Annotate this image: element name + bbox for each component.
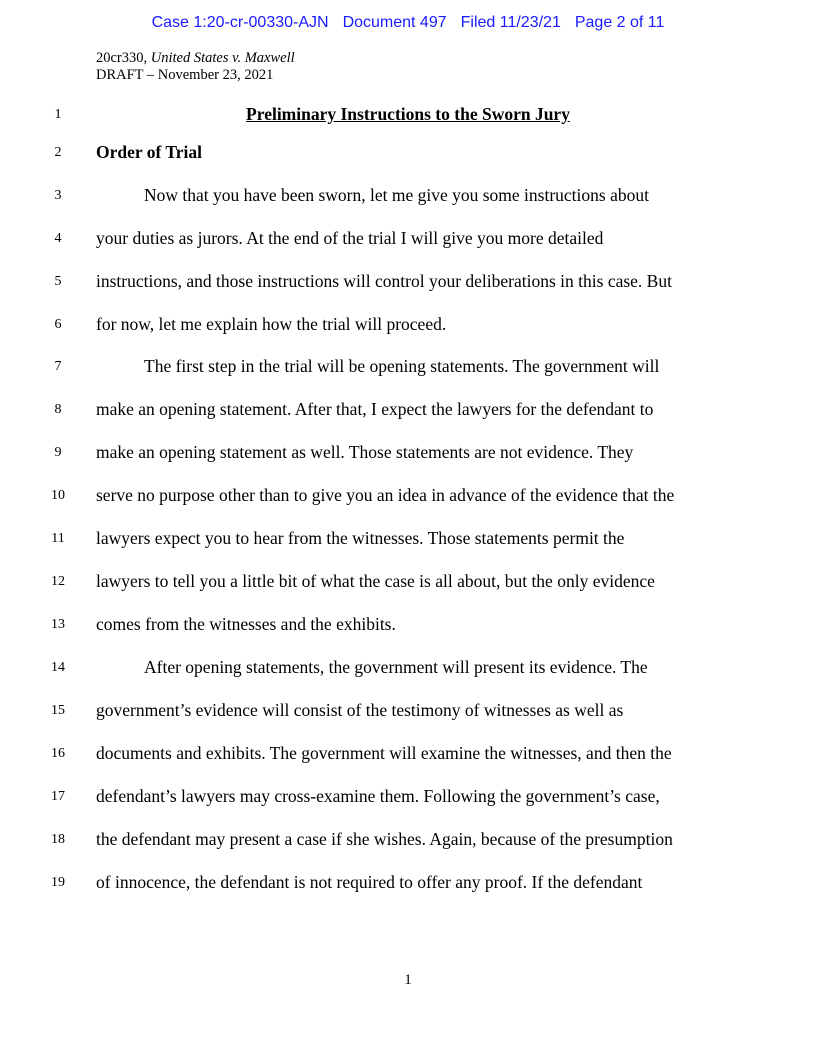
ecf-case-number: Case 1:20-cr-00330-AJN <box>151 14 329 31</box>
line-6 <box>0 314 816 338</box>
line-1 <box>0 104 816 128</box>
line-11 <box>0 528 816 552</box>
line-8 <box>0 399 816 423</box>
line-text: lawyers to tell you a little bit of what the case is all about, but the only evidence <box>96 571 655 591</box>
line-18 <box>0 829 816 853</box>
draft-date: DRAFT – November 23, 2021 <box>96 67 274 83</box>
line-number: 17 <box>51 789 65 804</box>
line-number: 4 <box>54 231 62 246</box>
ecf-filed-date: Filed 11/23/21 <box>460 14 561 31</box>
case-docket-number: 20cr330, <box>96 50 148 66</box>
line-text: instructions, and those instructions will control your deliberations in this case. But <box>96 271 672 291</box>
line-13 <box>0 614 816 638</box>
line-number: 6 <box>54 317 62 332</box>
line-number: 12 <box>51 574 65 589</box>
line-number: 11 <box>51 531 65 546</box>
line-text: lawyers expect you to hear from the witnesses. Those statements permit the <box>96 528 625 548</box>
line-text: serve no purpose other than to give you an idea in advance of the evidence that the <box>96 485 675 505</box>
document-title: Preliminary Instructions to the Sworn Jury <box>246 104 570 124</box>
line-19 <box>0 872 816 896</box>
line-text: your duties as jurors. At the end of the trial I will give you more detailed <box>96 228 604 248</box>
ecf-page-count: Page 2 of 11 <box>574 14 665 31</box>
line-text: government’s evidence will consist of the testimony of witnesses as well as <box>96 700 624 720</box>
line-text: comes from the witnesses and the exhibits. <box>96 614 396 634</box>
case-caption: United States v. Maxwell <box>150 50 295 66</box>
line-14 <box>0 657 816 681</box>
line-number: 10 <box>51 488 65 503</box>
line-17 <box>0 786 816 810</box>
line-number: 18 <box>51 832 65 847</box>
page-number: 1 <box>404 972 412 988</box>
line-3 <box>0 185 816 209</box>
document-caption <box>96 50 295 67</box>
line-number: 8 <box>54 402 62 417</box>
line-text: After opening statements, the government will present its evidence. The <box>144 657 648 677</box>
line-text: defendant’s lawyers may cross-examine them. Following the government’s case, <box>96 786 660 806</box>
line-number: 15 <box>51 703 65 718</box>
line-9 <box>0 442 816 466</box>
line-number: 16 <box>51 746 65 761</box>
line-5 <box>0 271 816 295</box>
line-number: 13 <box>51 617 65 632</box>
line-number: 1 <box>54 107 62 122</box>
line-2 <box>0 142 816 166</box>
line-12 <box>0 571 816 595</box>
line-text: make an opening statement as well. Those statements are not evidence. They <box>96 442 634 462</box>
line-number: 5 <box>54 274 62 289</box>
line-10 <box>0 485 816 509</box>
line-number: 3 <box>54 188 62 203</box>
line-text: The first step in the trial will be opening statements. The government will <box>144 356 660 376</box>
line-7 <box>0 356 816 380</box>
ecf-document-number: Document 497 <box>342 14 447 31</box>
line-number: 19 <box>51 875 65 890</box>
line-number: 14 <box>51 660 65 675</box>
ecf-filing-header <box>0 14 816 32</box>
line-16 <box>0 743 816 767</box>
line-text: for now, let me explain how the trial will proceed. <box>96 314 447 334</box>
line-number: 7 <box>54 359 62 374</box>
line-text: make an opening statement. After that, I expect the lawyers for the defendant to <box>96 399 654 419</box>
line-15 <box>0 700 816 724</box>
line-text: Now that you have been sworn, let me give you some instructions about <box>144 185 649 205</box>
line-4 <box>0 228 816 252</box>
section-heading: Order of Trial <box>96 142 202 162</box>
line-text: the defendant may present a case if she wishes. Again, because of the presumption <box>96 829 673 849</box>
line-text: of innocence, the defendant is not required to offer any proof. If the defendant <box>96 872 643 892</box>
line-number: 9 <box>54 445 62 460</box>
line-number: 2 <box>54 145 62 160</box>
line-text: documents and exhibits. The government will examine the witnesses, and then the <box>96 743 672 763</box>
